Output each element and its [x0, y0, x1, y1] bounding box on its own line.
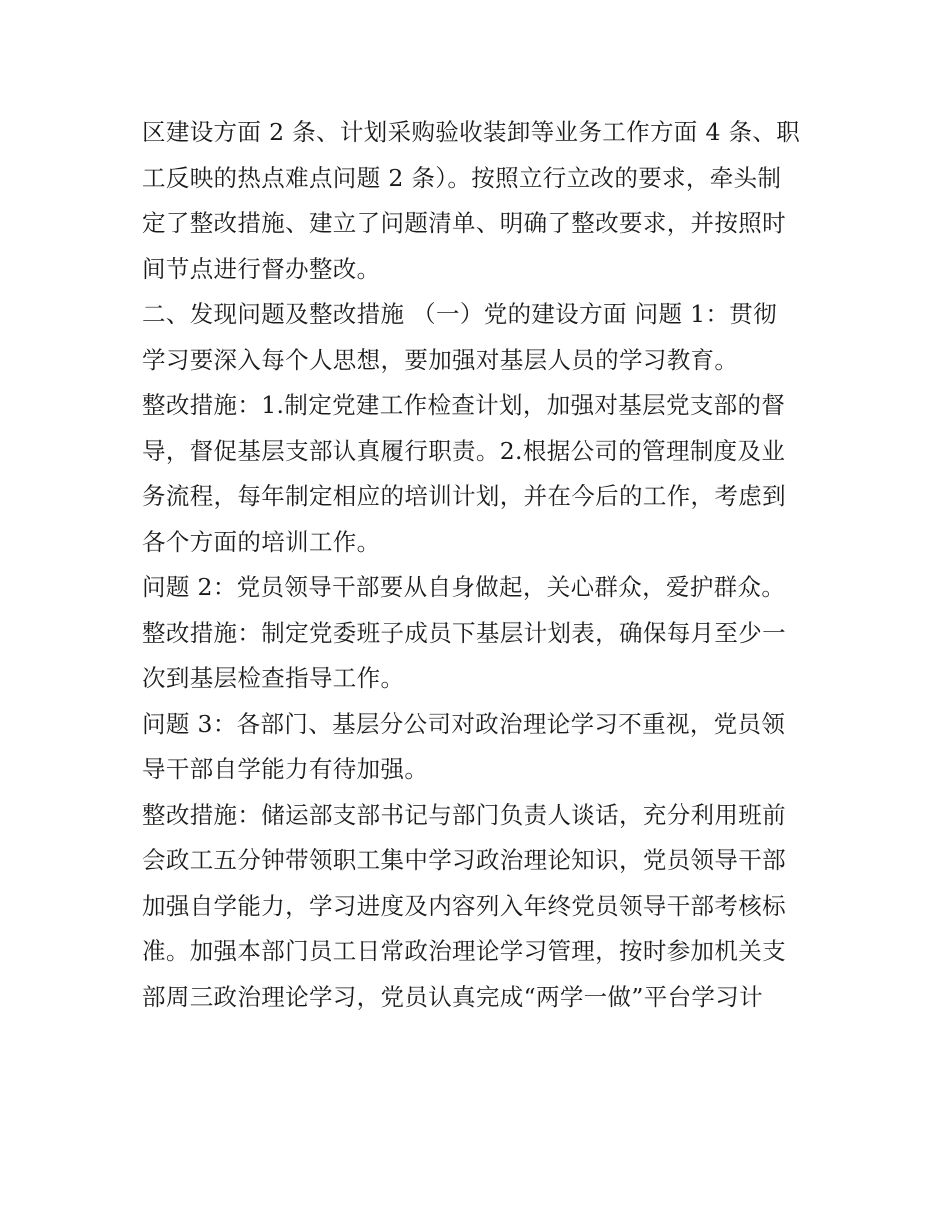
paragraph-section-heading-problem-1 — [142, 292, 814, 383]
paragraph-inspection-summary — [142, 110, 814, 292]
paragraph-measures-3 — [142, 793, 814, 1021]
text-line: 整改措施：制定党委班子成员下基层计划表，确保每月至少一 — [142, 618, 786, 647]
text-line: 导干部自学能力有待加强。 — [142, 755, 429, 783]
text-line: 定了整改措施、建立了问题清单、明确了整改要求，并按照时 — [142, 209, 786, 237]
paragraph-measures-2 — [142, 611, 814, 702]
text-line: 部周三政治理论学习，党员认真完成“两学一做”平台学习计 — [142, 982, 763, 1011]
text-line: 整改措施：1.制定党建工作检查计划，加强对基层党支部的督 — [142, 391, 786, 419]
text-line: 整改措施：储运部支部书记与部门负责人谈话，充分利用班前 — [142, 800, 786, 829]
text-line: 会政工五分钟带领职工集中学习政治理论知识，党员领导干部 — [142, 846, 786, 874]
text-line: 间节点进行督办整改。 — [142, 254, 381, 283]
text-line: 学习要深入每个人思想，要加强对基层人员的学习教育。 — [142, 345, 739, 374]
text-line: 导，督促基层支部认真履行职责。2.根据公司的管理制度及业 — [142, 436, 786, 465]
text-line: 准。加强本部门员工日常政治理论学习管理，按时参加机关支 — [142, 937, 786, 965]
text-line: 务流程，每年制定相应的培训计划，并在今后的工作，考虑到 — [142, 482, 786, 510]
text-line: 区建设方面 2 条、计划采购验收装卸等业务工作方面 4 条、职 — [142, 118, 801, 146]
text-line: 问题 2：党员领导干部要从自身做起，关心群众，爱护群众。 — [142, 573, 786, 601]
text-line: 工反映的热点难点问题 2 条）。按照立行立改的要求，牵头制 — [142, 163, 782, 192]
text-line: 各个方面的培训工作。 — [142, 527, 381, 556]
paragraph-measures-1 — [142, 383, 814, 565]
text-line: 问题 3：各部门、基层分公司对政治理论学习不重视，党员领 — [142, 709, 786, 738]
paragraph-problem-2 — [142, 565, 814, 611]
text-line: 次到基层检查指导工作。 — [142, 664, 405, 692]
body-text — [142, 110, 814, 1020]
text-line: 二、发现问题及整改措施 （一）党的建设方面 问题 1：贯彻 — [142, 300, 778, 328]
text-line: 加强自学能力，学习进度及内容列入年终党员领导干部考核标 — [142, 891, 786, 920]
paragraph-problem-3 — [142, 702, 814, 793]
